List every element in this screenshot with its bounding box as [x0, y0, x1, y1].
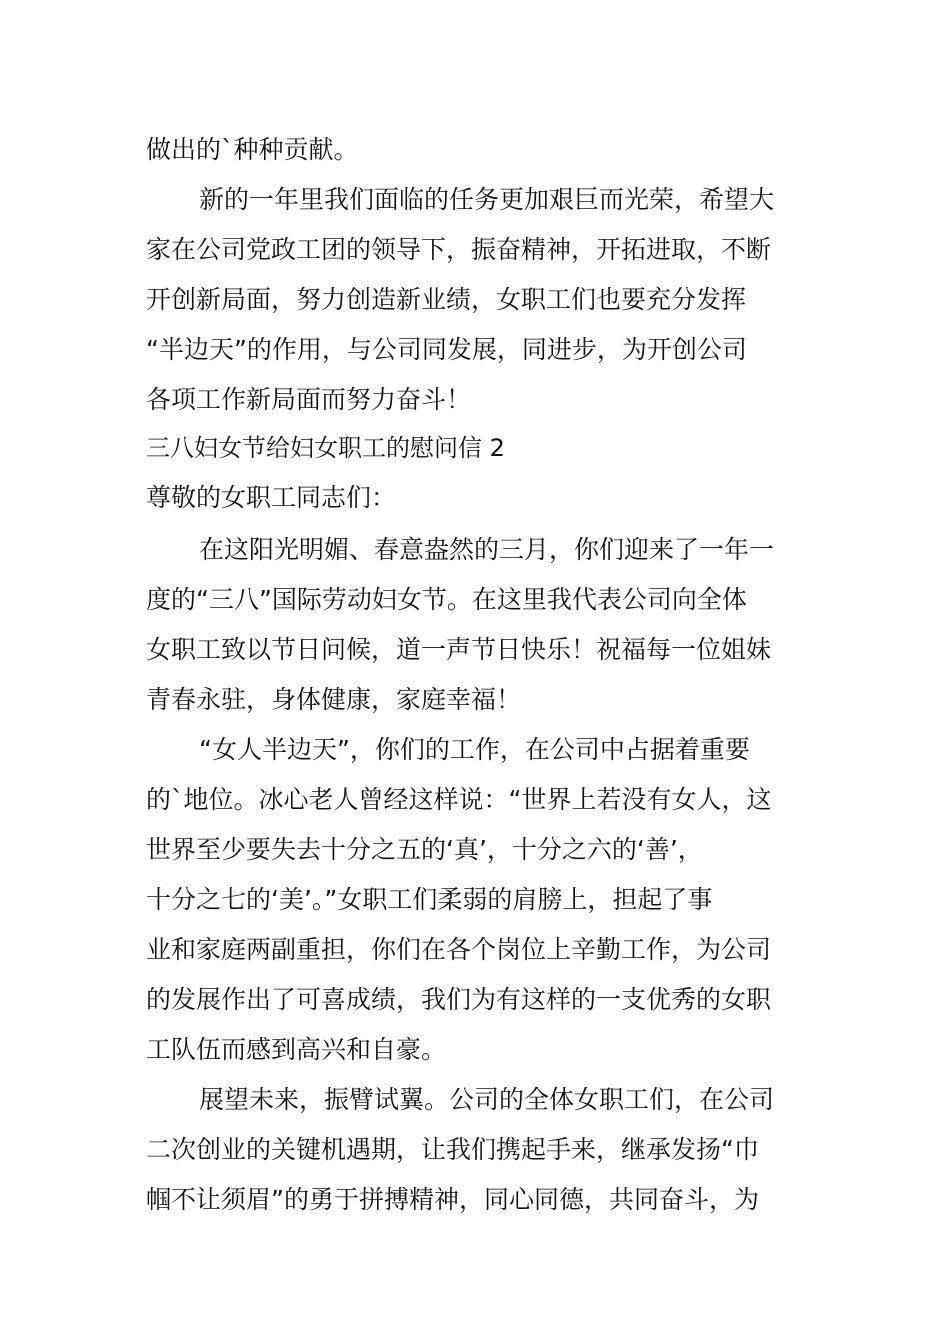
text-line: 的发展作出了可喜成绩，我们为有这样的一支优秀的女职: [146, 985, 772, 1014]
text-line: 业和家庭两副重担，你们在各个岗位上辛勤工作，为公司: [146, 935, 772, 964]
text-line: 帼不让须眉”的勇于拼搏精神，同心同德，共同奋斗，为: [146, 1185, 759, 1214]
text-line: 十分之七的‘美’。”女职工们柔弱的肩膀上，担起了事: [146, 885, 713, 914]
text-line: 度的“三八”国际劳动妇女节。在这里我代表公司向全体: [146, 585, 747, 614]
text-line: 青春永驻，身体健康，家庭幸福！: [146, 685, 522, 714]
text-line: 的`地位。冰心老人曾经这样说：“世界上若没有女人，这: [146, 785, 772, 814]
text-line: 做出的`种种贡献。: [146, 135, 359, 164]
text-line: 开创新局面，努力创造新业绩，女职工们也要充分发挥: [146, 285, 747, 314]
paragraph-first-line: 新的一年里我们面临的任务更加艰巨而光荣，希望大: [199, 185, 775, 214]
text-line: “半边天”的作用，与公司同发展，同进步，为开创公司: [146, 335, 747, 364]
paragraph-first-line: “女人半边天”，你们的工作，在公司中占据着重要: [199, 735, 750, 764]
text-line: 二次创业的关键机遇期，让我们携起手来，继承发扬“巾: [146, 1135, 759, 1164]
text-line: 世界至少要失去十分之五的‘真’，十分之六的‘善’，: [146, 835, 703, 864]
text-line: 女职工致以节日问候，道一声节日快乐！祝福每一位姐妹: [146, 635, 772, 664]
paragraph-first-line: 在这阳光明媚、春意盎然的三月，你们迎来了一年一: [199, 535, 775, 564]
text-line: 各项工作新局面而努力奋斗！: [146, 385, 472, 414]
section-heading: 三八妇女节给妇女职工的慰问信 2: [146, 434, 505, 462]
paragraph-first-line: 展望未来，振臂试翼。公司的全体女职工们，在公司: [199, 1085, 775, 1114]
salutation: 尊敬的女职工同志们：: [146, 483, 397, 512]
text-line: 工队伍而感到高兴和自豪。: [146, 1035, 447, 1064]
text-line: 家在公司党政工团的领导下，振奋精神，开拓进取，不断: [146, 235, 772, 264]
